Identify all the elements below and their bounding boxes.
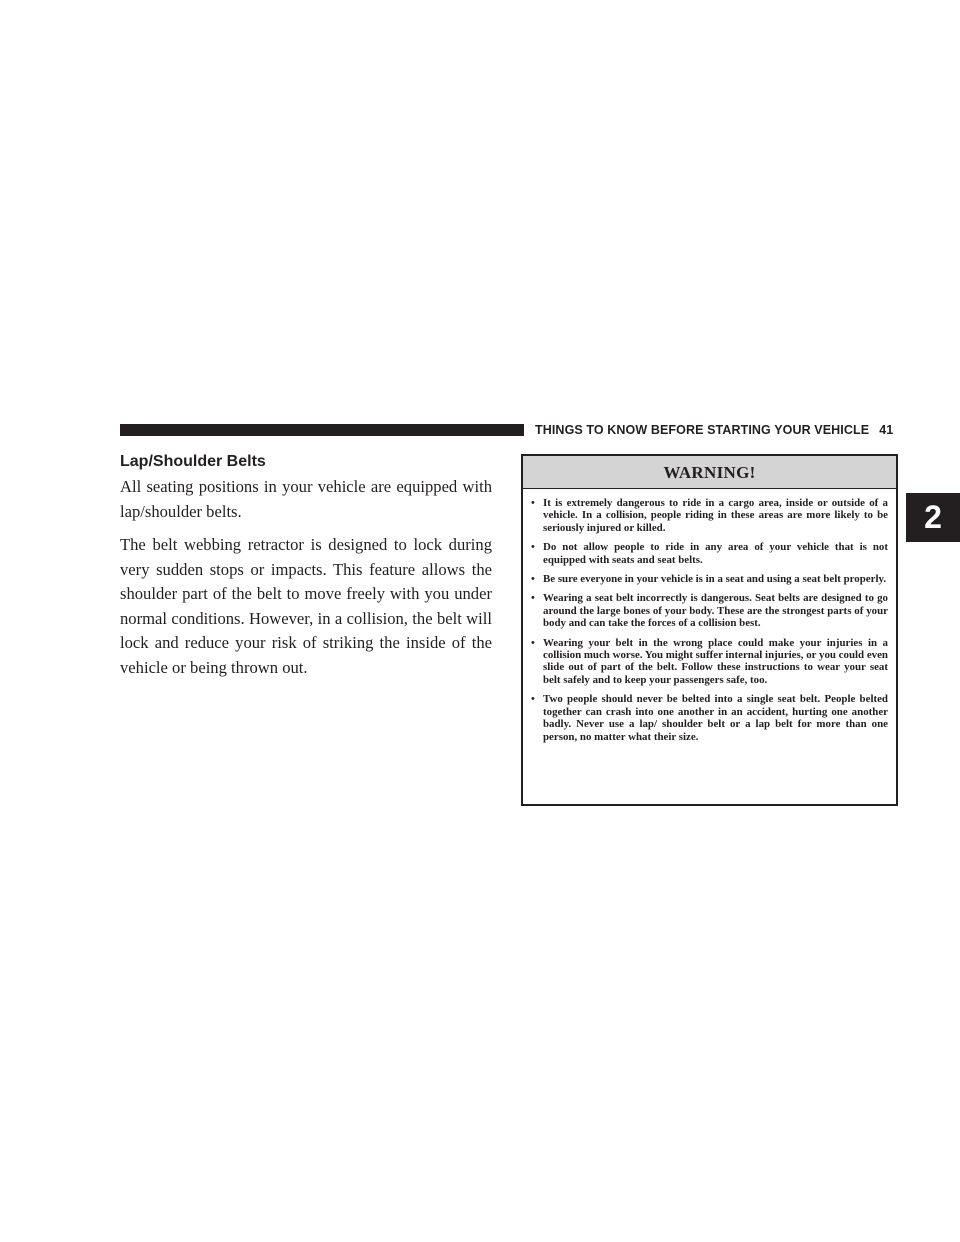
warning-item-text: Wearing a seat belt incorrectly is dangerous. Seat belts are designed to go around the large bones of your body. These are the strongest parts of your body and can take the forces of a collision best. xyxy=(543,592,888,630)
warning-item-text: Two people should never be belted into a single seat belt. People belted together can crash into one another in an accident, hurting one another badly. Never use a lap/ shoulder belt or a lap belt for more than one person, no matter what their size. xyxy=(543,693,888,743)
bullet-icon: • xyxy=(531,636,535,649)
warning-item-text: Do not allow people to ride in any area of your vehicle that is not equipped with seats and seat belts. xyxy=(543,541,888,566)
body-paragraph-1: All seating positions in your vehicle are equipped with lap/shoulder belts. xyxy=(120,477,492,521)
page-number: 41 xyxy=(879,423,894,437)
section-tab: 2 xyxy=(906,493,960,542)
warning-item-text: It is extremely dangerous to ride in a cargo area, inside or outside of a vehicle. In a collision, people riding in these areas are more likely to be seriously injured or killed. xyxy=(543,497,888,534)
header-rule xyxy=(120,424,524,436)
warning-item-3 xyxy=(531,573,888,585)
header-title: THINGS TO KNOW BEFORE STARTING YOUR VEHICLE xyxy=(535,423,870,437)
warning-item-text: Be sure everyone in your vehicle is in a seat and using a seat belt properly. xyxy=(543,573,887,586)
body-paragraph-2: The belt webbing retractor is designed to lock during very sudden stops or impacts. This feature allows the shoulder part of the belt to move freely with you under normal conditions. However, in a collision, the belt will lock and reduce your risk of striking the inside of the vehicle or being thrown out. xyxy=(120,535,492,677)
bullet-icon: • xyxy=(531,541,535,554)
left-column xyxy=(120,452,492,689)
warning-title: WARNING! xyxy=(523,456,896,489)
warning-item-6 xyxy=(531,693,888,743)
warning-item-text: Wearing your belt in the wrong place could make your injuries in a collision much worse. You might suffer internal injuries, or you could even slide out of part of the belt. Follow these instructions to wear your seat belt safely and to keep your passengers safe, too. xyxy=(543,636,888,686)
warning-item-2 xyxy=(531,541,888,566)
bullet-icon: • xyxy=(531,693,535,706)
warning-list xyxy=(523,489,896,743)
bullet-icon: • xyxy=(531,497,535,509)
bullet-icon: • xyxy=(531,573,535,586)
warning-item-4 xyxy=(531,592,888,629)
warning-item-1 xyxy=(531,497,888,534)
warning-item-5 xyxy=(531,637,888,687)
bullet-icon: • xyxy=(531,592,535,605)
section-heading: Lap/Shoulder Belts xyxy=(120,453,266,470)
warning-box xyxy=(521,454,898,806)
running-header xyxy=(535,421,905,439)
